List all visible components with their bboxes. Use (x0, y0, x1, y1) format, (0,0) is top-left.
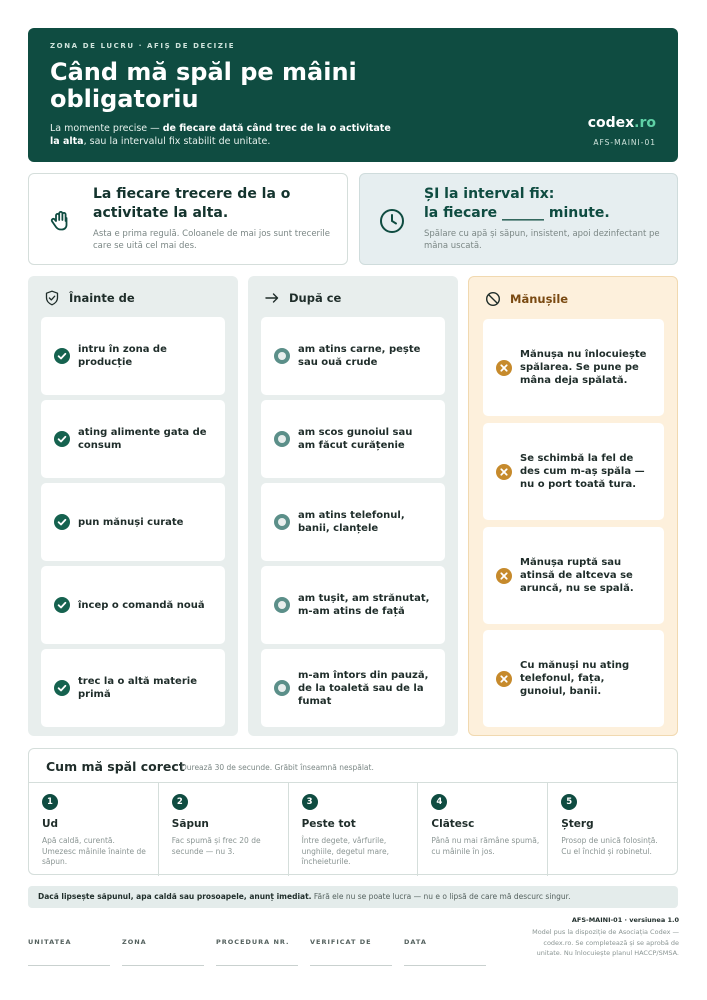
rule-interval-text: Spălare cu apă și săpun, insistent, apoi dezinfectant pe mâna uscată. (424, 229, 660, 251)
column-after-header (264, 289, 341, 307)
wash-procedure (28, 748, 678, 875)
list-item-text: am tușit, am strănutat, m-am atins de față (298, 593, 430, 617)
prohibited-icon (485, 291, 501, 307)
check-circle-icon (54, 348, 70, 364)
footer-field-label: ZONA (122, 938, 147, 946)
warning-bar (28, 886, 678, 908)
list-item (483, 423, 664, 520)
step-number-badge: 2 (172, 794, 188, 810)
header-banner (28, 28, 678, 162)
step-description: Prosop de unică folosință. Cu el închid și robinetul. (561, 836, 658, 856)
wash-step (29, 783, 159, 876)
list-item (41, 317, 225, 395)
rule-transition-text: Asta e prima regulă. Coloanele de mai jos sunt trecerile care se uită cel mai des. (93, 229, 330, 251)
header-lead (50, 122, 400, 148)
list-item-text: Mănușa ruptă sau atinsă de altceva se aruncă, nu se spală. (520, 557, 634, 594)
list-item (261, 400, 445, 478)
ring-dot-icon (274, 514, 290, 530)
brand-main: codex (587, 115, 635, 131)
shield-check-icon (44, 290, 60, 306)
footer-field-date[interactable] (404, 938, 486, 946)
footer-field-verified[interactable] (310, 938, 392, 946)
ring-dot-icon (274, 680, 290, 696)
rule-transition-title: La fiecare trecere de la o activitate la alta. (93, 186, 291, 221)
step-description: Până nu mai rămâne spumă, cu mâinile în jos. (431, 836, 540, 856)
step-number-badge: 4 (431, 794, 447, 810)
column-before-title: Înainte de (69, 291, 135, 305)
list-item (41, 649, 225, 727)
list-item (261, 317, 445, 395)
step-description: Fac spumă și frec 20 de secunde — nu 3. (171, 836, 261, 856)
wash-step (418, 783, 548, 876)
x-circle-icon (496, 568, 512, 584)
column-gloves-header (485, 290, 568, 308)
column-after (248, 276, 458, 736)
wash-steps (29, 782, 677, 876)
column-before (28, 276, 238, 736)
list-item-text: încep o comandă nouă (78, 599, 205, 611)
list-item (41, 400, 225, 478)
step-name: Clătesc (431, 818, 475, 830)
check-circle-icon (54, 431, 70, 447)
footer-field-unit[interactable] (28, 938, 110, 946)
step-name: Săpun (171, 818, 209, 830)
list-item-text: am atins carne, pește sau ouă crude (298, 344, 421, 368)
list-item (261, 649, 445, 727)
x-circle-icon (496, 671, 512, 687)
list-item-text: m-am întors din pauză, de la toaletă sau de la fumat (298, 669, 429, 707)
rule-interval-title (424, 185, 669, 223)
step-name: Șterg (561, 818, 594, 830)
document-code: AFS-MAINI-01 (593, 138, 656, 147)
column-before-header (44, 289, 135, 307)
x-circle-icon (496, 464, 512, 480)
step-name: Peste tot (301, 818, 356, 830)
step-number-badge: 1 (42, 794, 58, 810)
list-item (261, 566, 445, 644)
footer-field-zone[interactable] (122, 938, 204, 946)
footer-field-label: VERIFICAT DE (310, 938, 372, 946)
check-circle-icon (54, 514, 70, 530)
ring-dot-icon (274, 348, 290, 364)
ring-dot-icon (274, 597, 290, 613)
footer-field-line (28, 965, 110, 966)
rule-interval (359, 173, 678, 265)
brand-logo (588, 115, 656, 131)
rule-interval-title-line1: ȘI la interval fix: (424, 186, 555, 202)
step-name: Ud (42, 818, 59, 830)
arrow-right-icon (264, 290, 280, 306)
footer-field-label: DATA (404, 938, 427, 946)
warning-rest: Fără ele nu se poate lucra — nu e o lipsă de care mă descurc singur. (311, 892, 571, 901)
header-kicker: ZONA DE LUCRU · AFIȘ DE DECIZIE (50, 42, 236, 50)
step-number-badge: 5 (561, 794, 577, 810)
column-gloves-title: Mănușile (510, 292, 569, 306)
list-item-text: Se schimbă la fel de des cum m-aș spăla — nu o port toată tura. (520, 453, 645, 490)
list-item-text: ating alimente gata de consum (78, 427, 207, 451)
footer-version: AFS-MAINI-01 · versiunea 1.0 (571, 916, 679, 924)
list-item (41, 566, 225, 644)
check-circle-icon (54, 597, 70, 613)
step-number-badge: 3 (302, 794, 318, 810)
footer-field-label: PROCEDURA NR. (216, 938, 290, 946)
column-gloves (468, 276, 678, 736)
wash-subtitle: Durează 30 de secunde. Grăbit înseamnă nespălat. (181, 763, 374, 772)
list-item (483, 319, 664, 416)
step-description: Apă caldă, curentă. Umezesc mâinile înainte de săpun. (42, 836, 146, 866)
list-item-text: am atins telefonul, banii, clanțele (298, 510, 405, 534)
rule-transition (28, 173, 348, 265)
list-item (483, 527, 664, 624)
footer-field-line (404, 965, 486, 966)
wash-step (289, 783, 419, 876)
footer-note: Model pus la dispoziție de Asociația Codex — codex.ro. Se completează și se aprobă de unitate. Nu înlocuiește planul HACCP/SMSA. (532, 928, 679, 957)
hand-icon (47, 207, 75, 235)
lead-suffix: , sau la intervalul fix stabilit de unitate. (83, 136, 271, 147)
footer-field-line (216, 965, 298, 966)
lead-prefix: La momente precise — (50, 123, 163, 134)
step-description: Între degete, vârfurile, unghiile, degetul mare, încheieturile. (301, 836, 389, 866)
list-item-text: am scos gunoiul sau am făcut curățenie (298, 427, 413, 451)
page-title: Când mă spăl pe mâini obligatoriu (50, 58, 357, 113)
wash-step (159, 783, 289, 876)
clock-icon (378, 207, 406, 235)
x-circle-icon (496, 360, 512, 376)
wash-step (548, 783, 677, 876)
wash-title: Cum mă spăl corect (46, 759, 185, 774)
lead-bold: de fiecare dată când trec de la o activitate la alta (50, 123, 391, 147)
warning-bold: Dacă lipsește săpunul, apa caldă sau prosoapele, anunț imediat. (38, 892, 312, 901)
check-circle-icon (54, 680, 70, 696)
list-item-text: Cu mănuși nu ating telefonul, fața, gunoiul, banii. (520, 660, 630, 697)
column-after-title: După ce (289, 291, 342, 305)
footer-field-label: UNITATEA (28, 938, 72, 946)
rule-interval-title-line2: la fiecare ______ minute. (424, 205, 610, 221)
footer-field-procedure[interactable] (216, 938, 298, 946)
brand-tld: .ro (634, 115, 656, 131)
list-item (483, 630, 664, 727)
footer-field-line (310, 965, 392, 966)
list-item (261, 483, 445, 561)
list-item-text: pun mănuși curate (78, 516, 184, 528)
list-item-text: trec la o altă materie primă (78, 676, 197, 700)
ring-dot-icon (274, 431, 290, 447)
list-item-text: Mănușa nu înlocuiește spălarea. Se pune pe mâna deja spălată. (520, 349, 647, 386)
list-item-text: intru în zona de producție (78, 344, 167, 368)
list-item (41, 483, 225, 561)
footer-field-line (122, 965, 204, 966)
